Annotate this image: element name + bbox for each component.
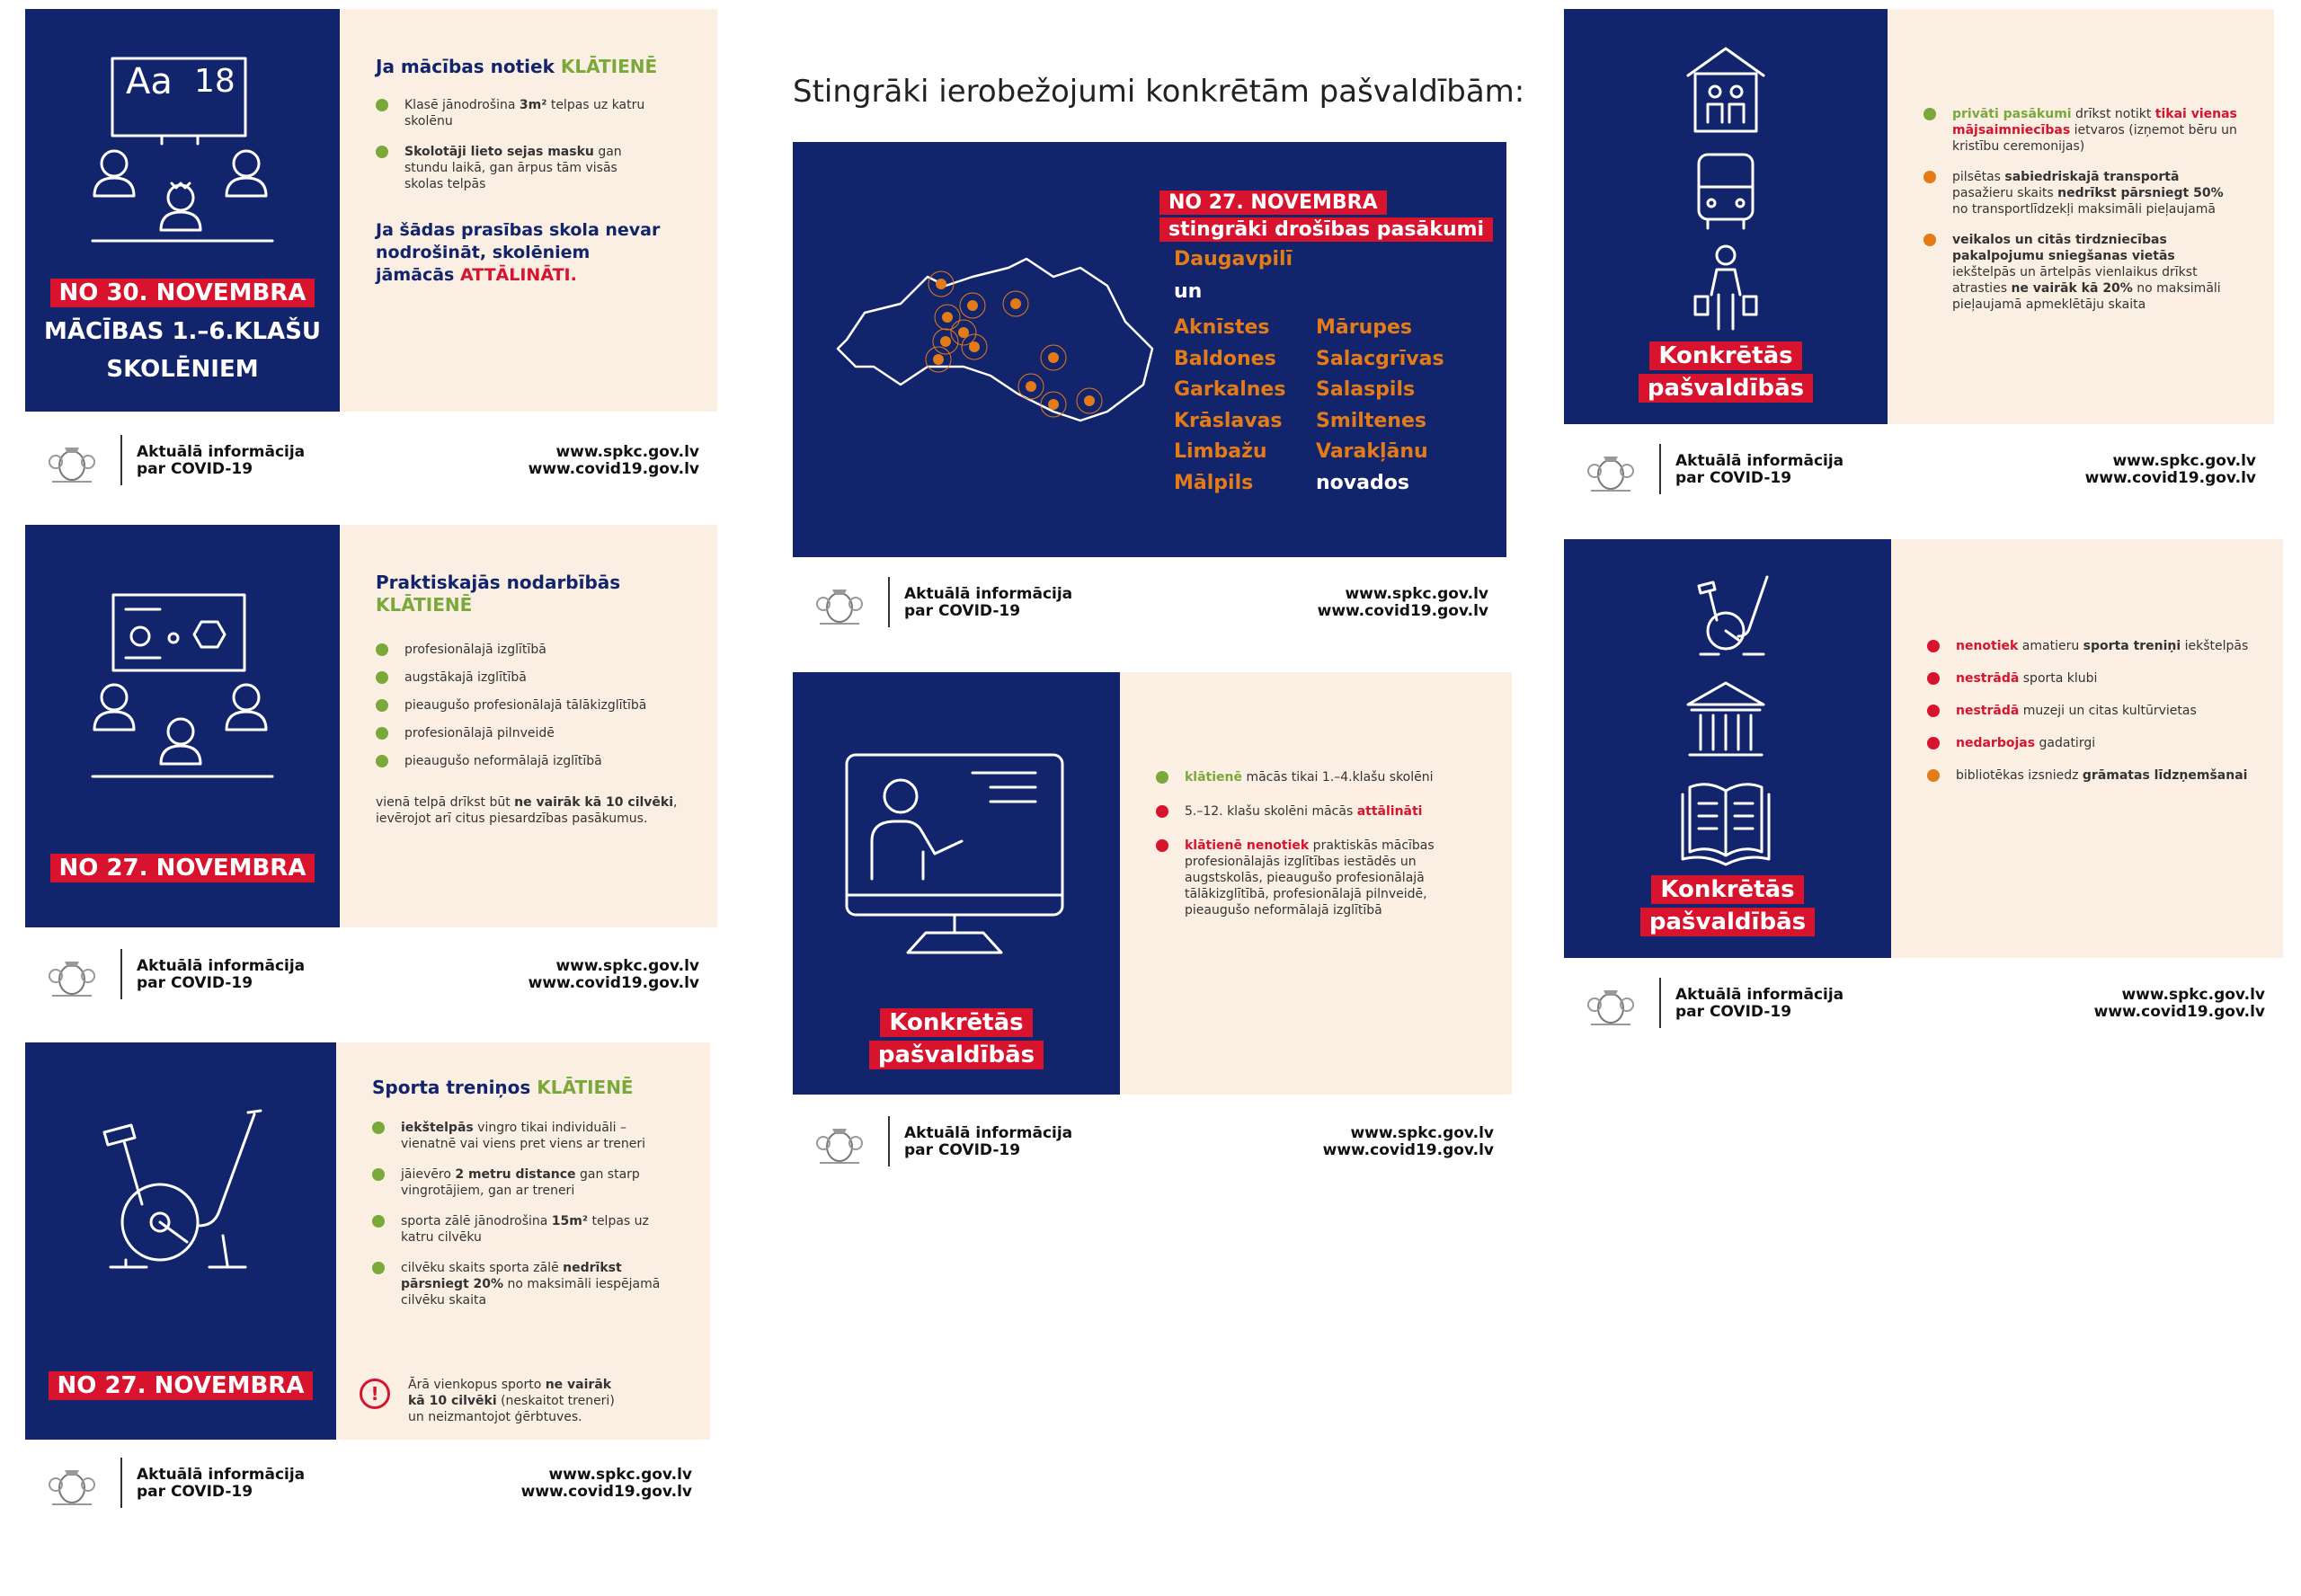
- list-item: Skolotāji lieto sejas masku gan stundu laikā, gan ārpus tām visās skolas telpās: [376, 144, 645, 192]
- list-item: 5.–12. klašu skolēni mācās attālināti: [1156, 803, 1453, 820]
- coat-of-arms-icon: [47, 1463, 97, 1508]
- museum-icon: [1564, 674, 1891, 764]
- list-item: pieaugušo profesionālajā tālākizglītībā: [376, 697, 681, 714]
- footer: [793, 577, 1506, 640]
- list-item: Salacgrīvas: [1316, 347, 1444, 370]
- footer-urls: www.spkc.gov.lv www.covid19.gov.lv: [528, 443, 699, 478]
- footer: [25, 949, 717, 1012]
- list-item: nenotiek amatieru sporta treniņi iekštelpās: [1927, 638, 2269, 654]
- list-item: Krāslavas: [1174, 409, 1283, 432]
- lecture-icon: [25, 525, 340, 794]
- navy-panel: [793, 142, 1506, 557]
- navy-panel: [25, 9, 340, 412]
- footer-urls: www.spkc.gov.lv www.covid19.gov.lv: [2084, 452, 2256, 487]
- navy-panel: [25, 525, 340, 927]
- label-line2: pašvaldībās: [1639, 374, 1813, 403]
- list-item: nestrādā sporta klubi: [1927, 670, 2269, 687]
- subtitle-label: stingrāki drošības pasākumi: [1159, 217, 1493, 242]
- date-label: NO 30. NOVEMBRA: [50, 279, 315, 307]
- municipality-col2: [1316, 313, 1444, 499]
- bus-icon: [1564, 144, 1888, 234]
- exercise-bike-icon: [25, 1042, 336, 1312]
- warning-text: Ārā vienkopus sporto ne vairāk kā 10 cilvēki (neskaitot treneri) un neizmantojot ģērbtuves.: [408, 1378, 615, 1424]
- list-item: pieaugušo neformālajā izglītībā: [376, 753, 681, 769]
- card-heading: Sporta treniņos KLĀTIENĒ: [372, 1077, 634, 1098]
- cream-panel: [1120, 672, 1512, 1095]
- footer: [1564, 444, 2274, 507]
- municipality-col1: [1174, 313, 1285, 499]
- label-line2: pašvaldībās: [1640, 908, 1815, 936]
- footer-info: Aktuālā informācija par COVID-19: [1675, 986, 1844, 1021]
- coat-of-arms-icon: [814, 1122, 865, 1166]
- list-item: Baldones: [1174, 347, 1276, 370]
- footer-urls: www.spkc.gov.lv www.covid19.gov.lv: [528, 957, 699, 992]
- list-item: Mālpils: [1174, 471, 1254, 494]
- coat-of-arms-icon: [47, 440, 97, 485]
- date-label: NO 27. NOVEMBRA: [49, 1371, 314, 1400]
- list-item: iekštelpās vingro tikai individuāli – vienatnē vai viens pret viens ar treneri: [372, 1120, 683, 1152]
- list-item: profesionālajā izglītībā: [376, 642, 681, 658]
- page-title: Stingrāki ierobežojumi konkrētām pašvaldībām:: [793, 74, 1525, 110]
- coat-of-arms-icon: [1586, 449, 1636, 494]
- footer: [25, 1458, 710, 1521]
- card-practical: [25, 525, 717, 1028]
- classroom-icon: [25, 9, 340, 279]
- list-item: Klasē jānodrošina 3m² telpas uz katru skolēnu: [376, 97, 645, 129]
- card-culture: [1564, 539, 2283, 1042]
- footer-urls: www.spkc.gov.lv www.covid19.gov.lv: [520, 1466, 692, 1501]
- label-line2: pašvaldībās: [869, 1041, 1044, 1069]
- list-item: cilvēku skaits sporta zālē nedrīkst pārsniegt 20% no maksimāli iespējamā cilvēku skaita: [372, 1260, 683, 1308]
- list-item: klātienē mācās tikai 1.–4.klašu skolēni: [1156, 769, 1453, 785]
- list-item: Aknīstes: [1174, 316, 1270, 339]
- list-item: Garkalnes: [1174, 378, 1286, 401]
- latvia-map-icon: [829, 241, 1170, 510]
- note-text: vienā telpā drīkst būt ne vairāk kā 10 cilvēki, ievērojot arī citus piesardzības pasākumus.: [376, 795, 678, 826]
- footer-info: Aktuālā informācija par COVID-19: [904, 585, 1073, 620]
- warning-icon: !: [360, 1379, 390, 1409]
- list-item: sporta zālē jānodrošina 15m² telpas uz katru cilvēku: [372, 1213, 683, 1246]
- navy-panel: [1564, 9, 1888, 424]
- footer-info: Aktuālā informācija par COVID-19: [1675, 452, 1844, 487]
- city-text: Daugavpilī: [1174, 248, 1293, 270]
- card-heading: Praktiskajās nodarbībās KLĀTIENĒ: [376, 572, 621, 616]
- card-remote: [793, 672, 1512, 1175]
- house-icon: [1564, 9, 1888, 135]
- board-text-18: 18: [194, 63, 235, 100]
- list-item: augstākajā izglītībā: [376, 669, 681, 686]
- footer: [25, 435, 717, 498]
- list-item: nedarbojas gadatirgi: [1927, 735, 2269, 751]
- map-markers: [926, 271, 1102, 417]
- date-label: NO 27. NOVEMBRA: [1159, 191, 1387, 215]
- list-item: klātienē nenotiek praktiskās mācības profesionālajās izglītības iestādēs un augstskolās, pieaugušo profesionālajā tālākizglītībā, profesionālajā pilnveidē, pieaugušo neformālajā izglītībā: [1156, 838, 1453, 918]
- card-map: [793, 142, 1506, 627]
- conj-text: un: [1174, 280, 1203, 303]
- card-private: [1564, 9, 2274, 494]
- footer-info: Aktuālā informācija par COVID-19: [137, 957, 306, 992]
- note-text: Ja šādas prasības skola nevar nodrošināt, skolēniem jāmācās ATTĀLINĀTI.: [376, 220, 661, 285]
- navy-panel: [793, 672, 1120, 1095]
- coat-of-arms-icon: [1586, 983, 1636, 1028]
- coat-of-arms-icon: [814, 582, 865, 627]
- footer-urls: www.spkc.gov.lv www.covid19.gov.lv: [1322, 1124, 1494, 1159]
- shopper-icon: [1564, 241, 1888, 340]
- label-line1: Konkrētās: [1649, 341, 1801, 370]
- footer-info: Aktuālā informācija par COVID-19: [137, 1466, 306, 1501]
- footer: [793, 1116, 1512, 1179]
- label-line1: Konkrētās: [880, 1008, 1032, 1037]
- subtitle-line1: MĀCĪBAS 1.–6.KLAŠU: [43, 318, 322, 345]
- list-item: profesionālajā pilnveidē: [376, 725, 681, 741]
- navy-panel: [25, 1042, 336, 1440]
- list-item: nestrādā muzeji un citas kultūrvietas: [1927, 703, 2269, 719]
- card-school: [25, 9, 717, 503]
- exercise-bike-icon: [1564, 566, 1891, 665]
- cream-panel: [340, 9, 717, 412]
- list-item: Smiltenes: [1316, 409, 1426, 432]
- cream-panel: [336, 1042, 710, 1440]
- date-label: NO 27. NOVEMBRA: [50, 854, 315, 882]
- coat-of-arms-icon: [47, 954, 97, 999]
- list-item: jāievēro 2 metru distance gan starp vingrotājiem, gan ar treneri: [372, 1166, 683, 1199]
- cream-panel: [1888, 9, 2274, 424]
- list-item: Varakļānu: [1316, 440, 1428, 463]
- cream-panel: [340, 525, 717, 927]
- navy-panel: [1564, 539, 1891, 958]
- footer-urls: www.spkc.gov.lv www.covid19.gov.lv: [2093, 986, 2265, 1021]
- list-item: privāti pasākumi drīkst notikt tikai vienas mājsaimniecības ietvaros (izņemot bēru un kristību ceremonijas): [1923, 106, 2238, 155]
- list-item: bibliotēkas izsniedz grāmatas līdzņemšanai: [1927, 767, 2269, 784]
- book-icon: [1564, 771, 1891, 870]
- card-sport: [25, 1042, 710, 1510]
- remote-lesson-icon: [793, 672, 1120, 978]
- list-item: Salaspils: [1316, 378, 1416, 401]
- list-item: Mārupes: [1316, 316, 1413, 339]
- footer-info: Aktuālā informācija par COVID-19: [137, 443, 306, 478]
- label-line1: Konkrētās: [1651, 875, 1803, 904]
- cream-panel: [1891, 539, 2283, 958]
- footer-urls: www.spkc.gov.lv www.covid19.gov.lv: [1317, 585, 1488, 620]
- footer: [1564, 978, 2283, 1041]
- list-item: pilsētas sabiedriskajā transportā pasažieru skaits nedrīkst pārsniegt 50% no transportlīdzekļi maksimāli pieļaujamā: [1923, 169, 2238, 217]
- card-heading: Ja mācības notiek KLĀTIENĒ: [376, 56, 658, 77]
- list-item: veikalos un citās tirdzniecības pakalpojumu sniegšanas vietās iekštelpās un ārtelpās vienlaikus drīkst atrasties ne vairāk kā 20% no maksimāli pieļaujamā apmeklētāju skaita: [1923, 232, 2238, 313]
- footer-info: Aktuālā informācija par COVID-19: [904, 1124, 1073, 1159]
- subtitle-line2: SKOLĒNIEM: [106, 356, 259, 383]
- novados-text: novados: [1316, 471, 1409, 494]
- board-text-aa: Aa: [126, 61, 173, 102]
- list-item: Limbažu: [1174, 440, 1267, 463]
